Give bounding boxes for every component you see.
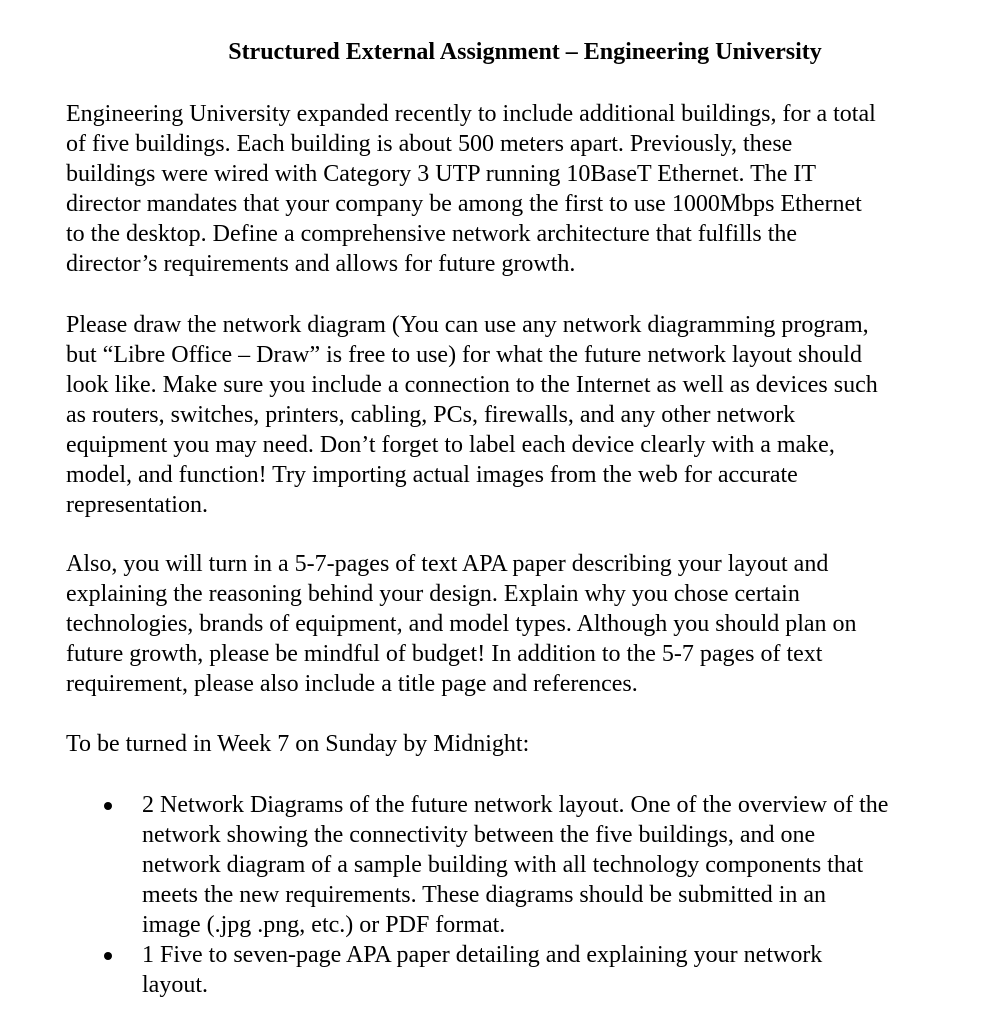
paragraph-line: equipment you may need. Don’t forget to label each device clearly with a make, (66, 432, 835, 458)
list-item-line: layout. (142, 972, 208, 998)
list-item-line: network diagram of a sample building with all technology components that (142, 852, 864, 878)
paragraph-line: director’s requirements and allows for future growth. (66, 251, 576, 277)
document-title: Structured External Assignment – Engineering University (228, 39, 822, 65)
deliverables-list (98, 790, 988, 1000)
paper-instructions-paragraph (66, 549, 986, 699)
bullet-icon (104, 952, 112, 960)
paragraph-line: explaining the reasoning behind your design. Explain why you chose certain (66, 581, 800, 607)
intro-paragraph (66, 99, 986, 279)
bullet-icon (104, 802, 112, 810)
paragraph-line: Also, you will turn in a 5-7-pages of text APA paper describing your layout and (66, 551, 829, 577)
paragraph-line: but “Libre Office – Draw” is free to use) for what the future network layout should (66, 342, 862, 368)
paragraph-line: model, and function! Try importing actual images from the web for accurate (66, 462, 798, 488)
list-item-line: image (.jpg .png, etc.) or PDF format. (142, 912, 506, 938)
paragraph-line: of five buildings. Each building is about 500 meters apart. Previously, these (66, 131, 793, 157)
paragraph-line: to the desktop. Define a comprehensive network architecture that fulfills the (66, 221, 798, 247)
paragraph-line: as routers, switches, printers, cabling, PCs, firewalls, and any other network (66, 402, 796, 428)
paragraph-line: technologies, brands of equipment, and model types. Although you should plan on (66, 611, 857, 637)
list-item-line: network showing the connectivity between the five buildings, and one (142, 822, 816, 848)
paragraph-line: future growth, please be mindful of budget! In addition to the 5-7 pages of text (66, 641, 823, 667)
diagram-instructions-paragraph (66, 310, 986, 520)
paragraph-line: Engineering University expanded recently to include additional buildings, for a total (66, 101, 876, 127)
deadline-text (66, 729, 986, 759)
list-item-line: 1 Five to seven-page APA paper detailing and explaining your network (142, 942, 823, 968)
paragraph-line: look like. Make sure you include a connection to the Internet as well as devices such (66, 372, 878, 398)
list-item-line: 2 Network Diagrams of the future network layout. One of the overview of the (142, 792, 889, 818)
deliverable-item-diagrams (98, 790, 988, 940)
paragraph-line: requirement, please also include a title page and references. (66, 671, 638, 697)
list-item-line: meets the new requirements. These diagrams should be submitted in an (142, 882, 827, 908)
paragraph-line: Please draw the network diagram (You can use any network diagramming program, (66, 312, 869, 338)
paragraph-line: director mandates that your company be among the first to use 1000Mbps Ethernet (66, 191, 862, 217)
deliverable-item-paper (98, 940, 988, 1000)
paragraph-line: buildings were wired with Category 3 UTP running 10BaseT Ethernet. The IT (66, 161, 817, 187)
paragraph-line: representation. (66, 492, 208, 518)
deadline-line: To be turned in Week 7 on Sunday by Midnight: (66, 731, 530, 757)
